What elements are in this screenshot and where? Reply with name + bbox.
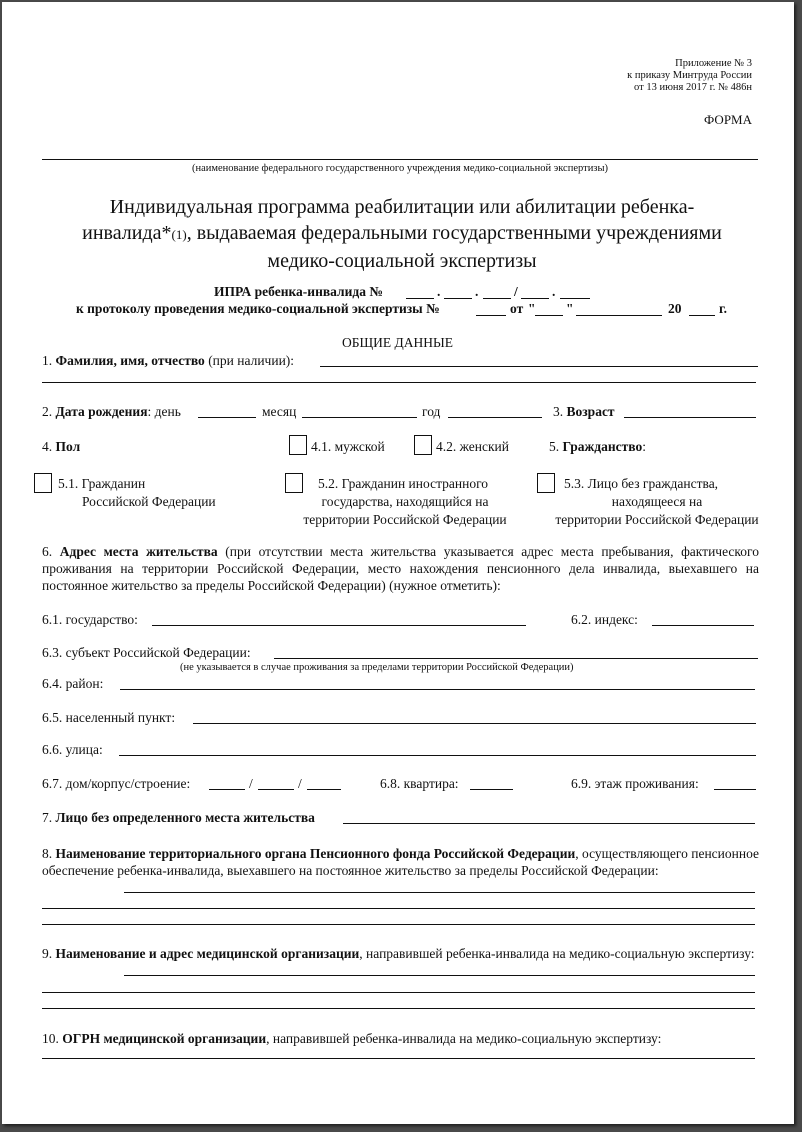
structure-field[interactable] <box>307 789 341 790</box>
apartment-field[interactable] <box>470 789 513 790</box>
protocol-from: от <box>510 301 524 316</box>
form-label: ФОРМА <box>704 112 752 127</box>
apartment-label: 6.8. квартира: <box>380 776 459 791</box>
postal-code-label: 6.2. индекс: <box>571 612 638 627</box>
ipra-sep: . <box>552 284 556 299</box>
full-name-field-line-2[interactable] <box>42 382 756 383</box>
protocol-number-field[interactable] <box>476 315 506 316</box>
street-label: 6.6. улица: <box>42 742 103 757</box>
medical-org-field-line-3[interactable] <box>42 1008 755 1009</box>
house-sep: / <box>249 776 253 791</box>
section-title: ОБЩИЕ ДАННЫЕ <box>342 335 453 350</box>
institution-caption: (наименование федерального государственного учреждения медико-социальной экспертизы) <box>191 163 609 174</box>
ipra-number-part4[interactable] <box>521 298 549 299</box>
title-line-1: Индивидуальная программа реабилитации или абилитации ребенка- <box>109 196 695 218</box>
title-line-3: медико-социальной экспертизы <box>267 250 537 272</box>
district-label: 6.4. район: <box>42 676 104 691</box>
quote-mark: " <box>566 301 574 316</box>
birth-year-label: год <box>422 404 441 419</box>
female-label: 4.2. женский <box>436 439 509 454</box>
year-prefix: 20 <box>668 301 682 316</box>
locality-field[interactable] <box>193 723 756 724</box>
field-5-label: 5. Гражданство: <box>549 439 646 454</box>
order-label: к приказу Минтруда России <box>627 70 752 81</box>
ipra-sep: / <box>514 284 518 299</box>
medical-org-field[interactable] <box>124 975 755 976</box>
protocol-day-field[interactable] <box>535 315 563 316</box>
region-label: 6.3. субъект Российской Федерации: <box>42 645 251 660</box>
country-label: 6.1. государство: <box>42 612 138 627</box>
house-sep: / <box>298 776 302 791</box>
house-label: 6.7. дом/корпус/строение: <box>42 776 191 791</box>
male-checkbox[interactable] <box>289 435 307 455</box>
field-2-label: 2. Дата рождения: день <box>42 404 181 419</box>
floor-label: 6.9. этаж проживания: <box>571 776 699 791</box>
order-date: от 13 июня 2017 г. № 486н <box>634 82 752 93</box>
field-6-label: 6. Адрес места жительства (при отсутствии места жительства указывается адрес места пребывания, фактического проживания на территории Российской Федерации, место нахождения пенсионного дела инвалида, выехавшего на постоянное жительство за пределы Российской Федерации) (нужное отметить): <box>42 544 759 593</box>
homeless-field[interactable] <box>343 823 755 824</box>
field-1-label: 1. Фамилия, имя, отчество (при наличии): <box>42 353 295 368</box>
field-3-label: 3. Возраст <box>553 404 615 419</box>
foreign-citizen-label: 5.2. Гражданин иностранного государства, находящийся на территории Российской Федерации <box>303 476 507 527</box>
form-page <box>2 2 794 1124</box>
ipra-number-part1[interactable] <box>406 298 434 299</box>
protocol-month-field[interactable] <box>576 315 662 316</box>
field-10-label: 10. ОГРН медицинской организации, направившей ребенка-инвалида на медико-социальную экспертизу: <box>42 1031 662 1046</box>
ogrn-field[interactable] <box>42 1058 755 1059</box>
age-field[interactable] <box>624 417 756 418</box>
ipra-number-label: ИПРА ребенка-инвалида № <box>214 284 383 299</box>
protocol-label: к протоколу проведения медико-социальной экспертизы № <box>76 301 440 316</box>
birth-day-field[interactable] <box>198 417 256 418</box>
country-field[interactable] <box>152 625 526 626</box>
ipra-number-part3[interactable] <box>483 298 511 299</box>
ipra-number-part2[interactable] <box>444 298 472 299</box>
field-4-label: 4. Пол <box>42 439 81 454</box>
birth-year-field[interactable] <box>448 417 542 418</box>
floor-field[interactable] <box>714 789 756 790</box>
building-field[interactable] <box>258 789 294 790</box>
ipra-sep: . <box>475 284 479 299</box>
locality-label: 6.5. населенный пункт: <box>42 710 176 725</box>
postal-code-field[interactable] <box>652 625 754 626</box>
female-checkbox[interactable] <box>414 435 432 455</box>
institution-name-field[interactable] <box>42 159 758 160</box>
birth-month-field[interactable] <box>302 417 417 418</box>
field-9-label: 9. Наименование и адрес медицинской организации, направившей ребенка-инвалида на медико-социальную экспертизу: <box>42 946 755 961</box>
year-suffix: г. <box>719 301 727 316</box>
pension-fund-field-line-2[interactable] <box>42 908 755 909</box>
male-label: 4.1. мужской <box>311 439 385 454</box>
citizen-rf-label: 5.1. Гражданин Российской Федерации <box>58 476 216 509</box>
footnote-marker: (1) <box>171 227 187 242</box>
appendix-label: Приложение № 3 <box>675 58 752 69</box>
street-field[interactable] <box>119 755 756 756</box>
field-7-label: 7. Лицо без определенного места жительства <box>42 810 315 825</box>
medical-org-field-line-2[interactable] <box>42 992 755 993</box>
stateless-label: 5.3. Лицо без гражданства, находящееся на территории Российской Федерации <box>555 476 759 527</box>
field-8-label: 8. Наименование территориального органа Пенсионного фонда Российской Федерации, осуществляющего пенсионное обеспечение ребенка-инвалида, выехавшего на постоянное жительство за пределы Российской Федерации: <box>42 846 759 878</box>
district-field[interactable] <box>120 689 755 690</box>
citizen-rf-checkbox[interactable] <box>34 473 52 493</box>
title-line-2: инвалида*(1), выдаваемая федеральными государственными учреждениями <box>82 222 722 244</box>
ipra-sep: . <box>437 284 441 299</box>
birth-month-label: месяц <box>262 404 297 419</box>
pension-fund-field-line-3[interactable] <box>42 924 755 925</box>
document-title <box>42 194 762 274</box>
region-note: (не указывается в случае проживания за пределами территории Российской Федерации) <box>180 662 574 673</box>
pension-fund-field[interactable] <box>124 892 755 893</box>
protocol-year-field[interactable] <box>689 315 715 316</box>
full-name-field[interactable] <box>320 366 758 367</box>
house-field[interactable] <box>209 789 245 790</box>
quote-mark: " <box>528 301 536 316</box>
region-field[interactable] <box>274 658 758 659</box>
ipra-number-part5[interactable] <box>560 298 590 299</box>
